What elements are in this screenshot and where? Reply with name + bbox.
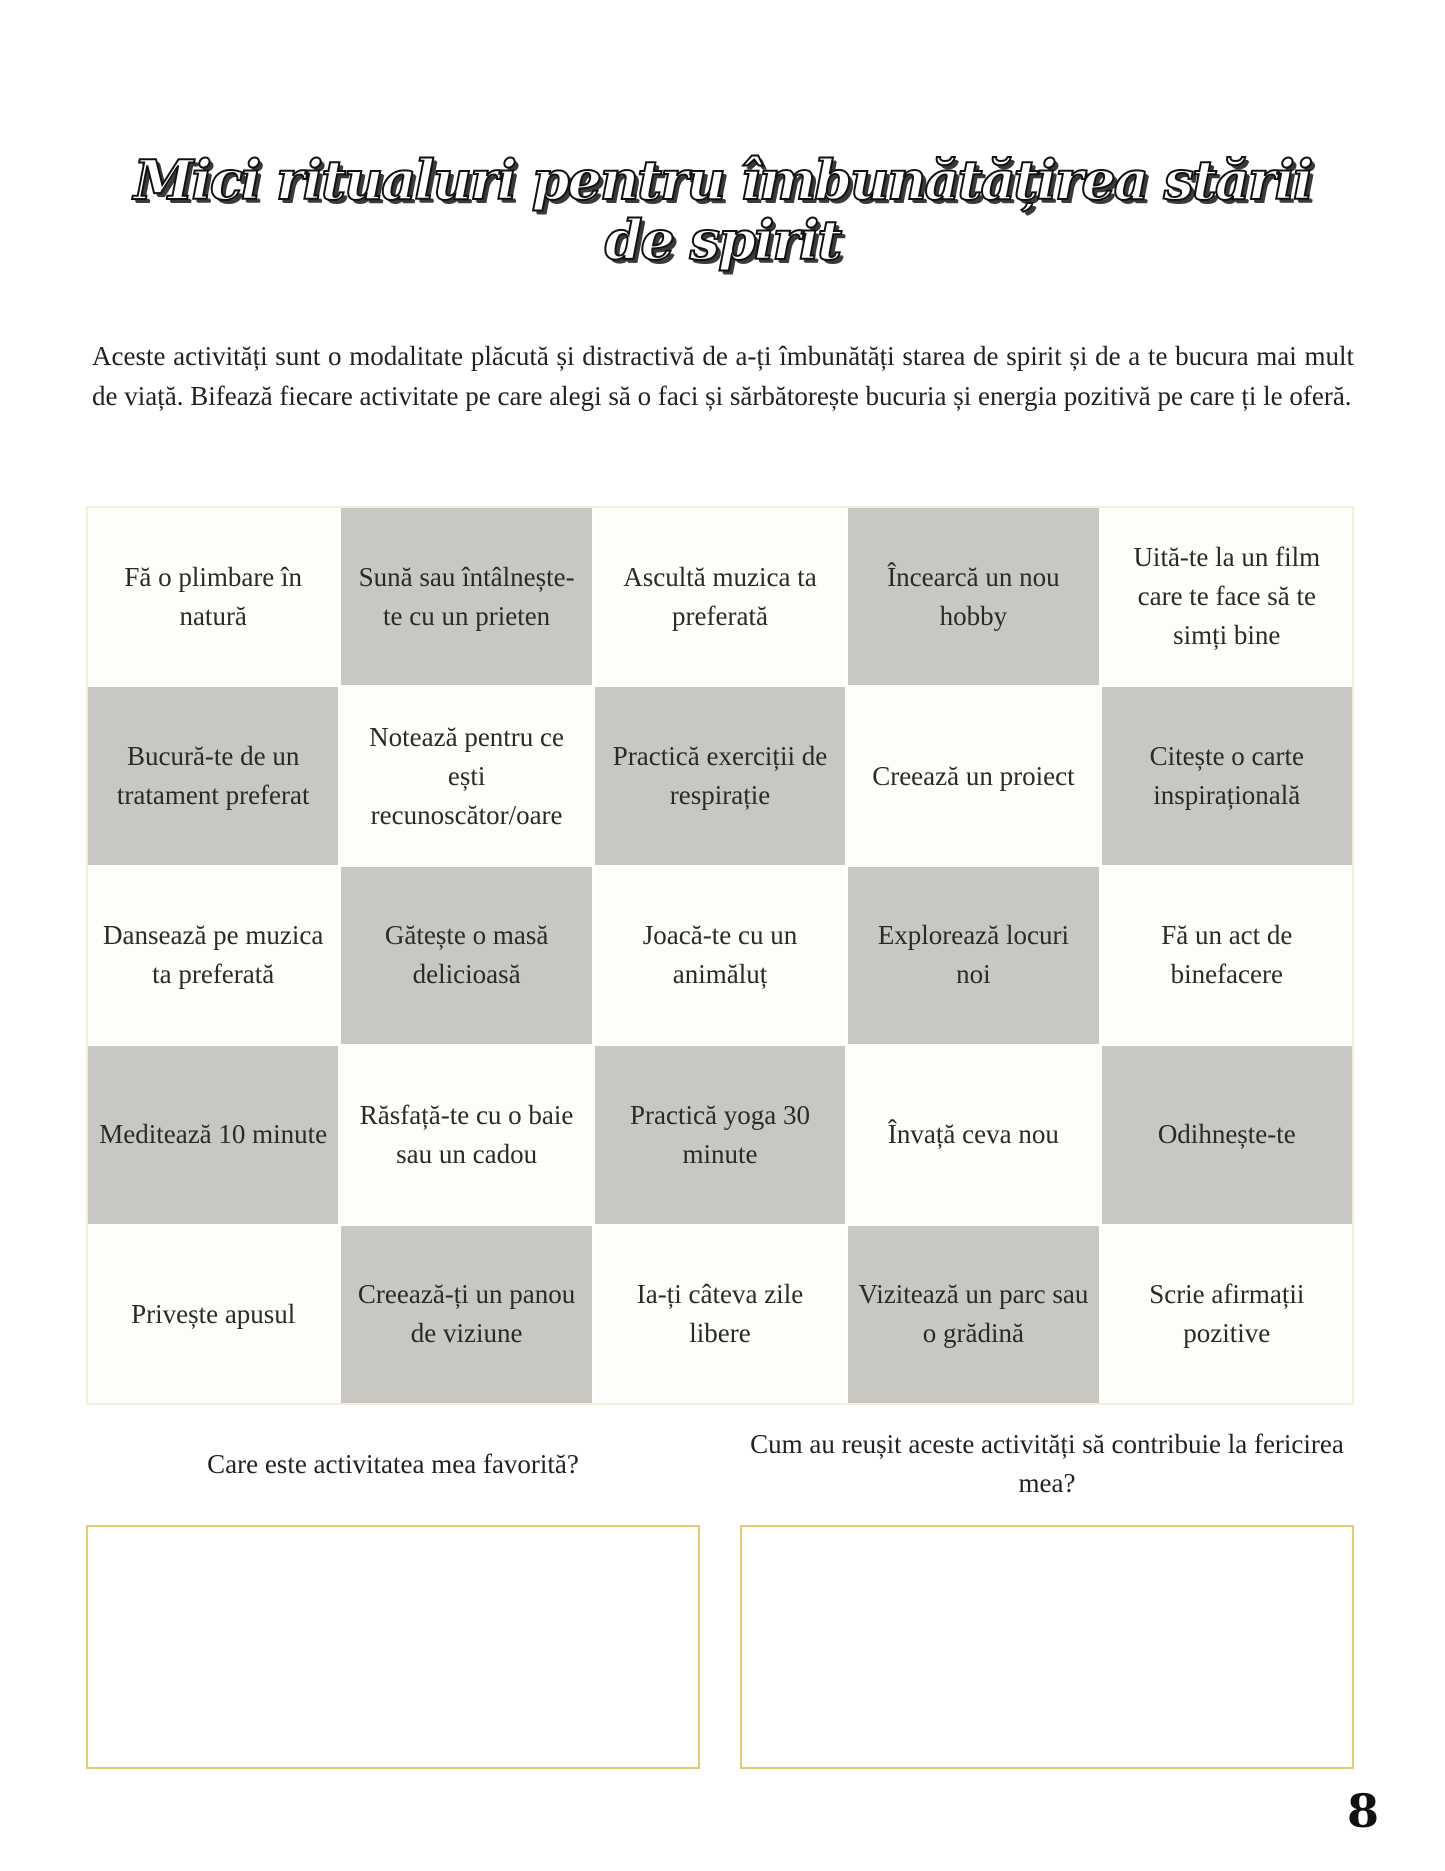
activity-cell[interactable]: Practică yoga 30 minute [595,1046,845,1223]
favorite-activity-question: Care este activitatea mea favorită? [207,1449,579,1479]
activity-cell[interactable]: Gătește o masă delicioasă [341,867,591,1044]
activity-cell[interactable]: Învață ceva nou [848,1046,1098,1223]
activity-cell[interactable]: Ascultă muzica ta preferată [595,508,845,685]
activity-cell[interactable]: Răsfață-te cu o baie sau un cadou [341,1046,591,1223]
activity-cell[interactable]: Explorează locuri noi [848,867,1098,1044]
activity-cell[interactable]: Citește o carte inspirațională [1102,687,1352,864]
activity-cell[interactable]: Vizitează un parc sau o grădină [848,1226,1098,1403]
activity-cell[interactable]: Practică exerciții de respirație [595,687,845,864]
activity-cell[interactable]: Scrie afirmații pozitive [1102,1226,1352,1403]
activity-cell[interactable]: Bucură-te de un tratament preferat [88,687,338,864]
intro-paragraph: Aceste activități sunt o modalitate plăcută și distractivă de a-ți îmbunătăți starea de spirit și de a te bucura mai mult de viață. Bifează fiecare activitate pe care alegi să o faci și sărbătorește bucuria și energia pozitivă pe care ți le oferă. [92,341,1354,411]
activity-cell[interactable]: Dansează pe muzica ta preferată [88,867,338,1044]
activity-cell[interactable]: Meditează 10 minute [88,1046,338,1223]
activity-cell[interactable]: Notează pentru ce ești recunoscător/oare [341,687,591,864]
activity-cell[interactable]: Sună sau întâlnește-te cu un prieten [341,508,591,685]
activity-cell[interactable]: Fă o plimbare în natură [88,508,338,685]
activity-bingo-grid [86,506,1354,1405]
favorite-activity-answer-box[interactable] [86,1525,700,1769]
activity-cell[interactable]: Creează-ți un panou de viziune [341,1226,591,1403]
page-title: Mici ritualuri pentru îmbunătățirea stării de spirit [133,148,1312,272]
activity-cell[interactable]: Odihnește-te [1102,1046,1352,1223]
page-number: 8 [1346,1784,1379,1838]
activity-cell[interactable]: Uită-te la un film care te face să te simți bine [1102,508,1352,685]
activity-cell[interactable]: Creează un proiect [848,687,1098,864]
happiness-contribution-answer-box[interactable] [740,1525,1354,1769]
activity-cell[interactable]: Ia-ți câteva zile libere [595,1226,845,1403]
activity-cell[interactable]: Fă un act de binefacere [1102,867,1352,1044]
activity-cell[interactable]: Joacă-te cu un animăluț [595,867,845,1044]
happiness-contribution-question: Cum au reușit aceste activități să contribuie la fericirea mea? [750,1429,1344,1498]
activity-cell[interactable]: Privește apusul [88,1226,338,1403]
activity-cell[interactable]: Încearcă un nou hobby [848,508,1098,685]
